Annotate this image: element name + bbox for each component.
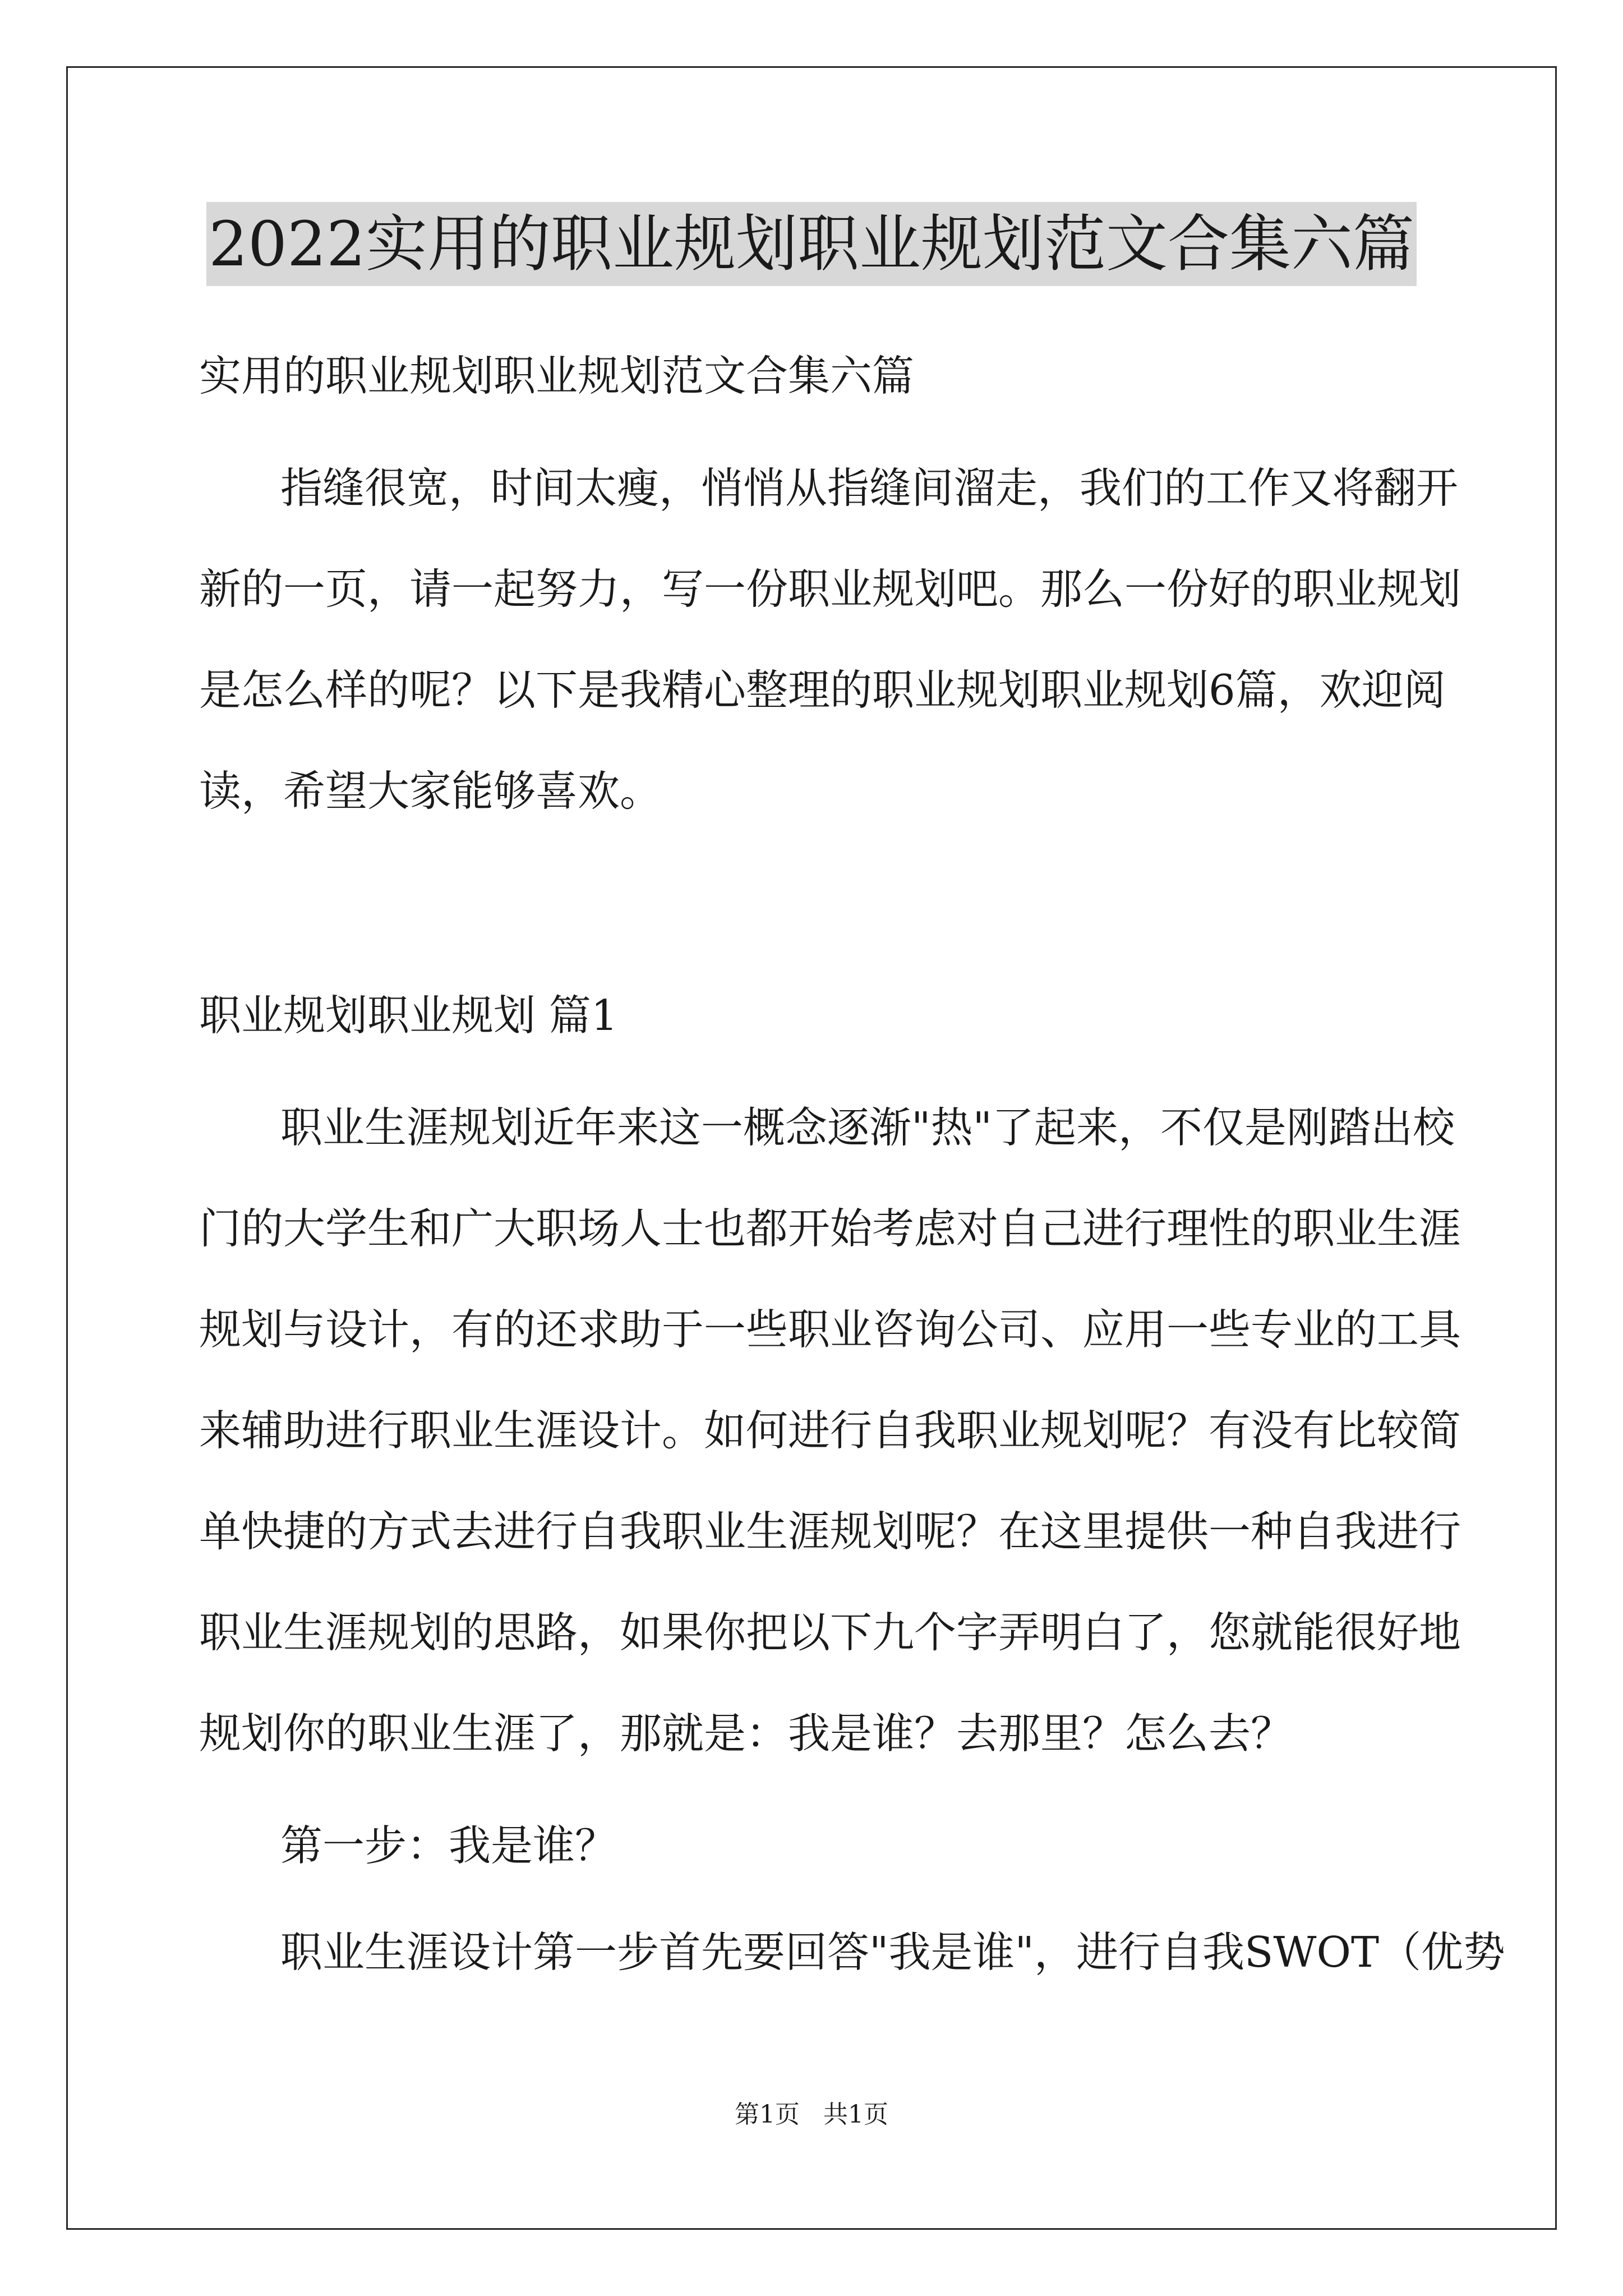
title-container <box>0 202 1623 286</box>
section-heading: 职业规划职业规划 篇1 <box>199 991 618 1040</box>
step-heading: 第一步：我是谁？ <box>280 1821 617 1870</box>
section-line: 门的大学生和广大职场人士也都开始考虑对自己进行理性的职业生涯 <box>199 1204 1461 1253</box>
step-line: 职业生涯设计第一步首先要回答"我是谁"，进行自我SWOT（优势 <box>280 1927 1505 1977</box>
intro-line: 新的一页，请一起努力，写一份职业规划吧。那么一份好的职业规划 <box>199 564 1461 614</box>
section-line: 职业生涯规划近年来这一概念逐渐"热"了起来，不仅是刚踏出校 <box>280 1103 1455 1152</box>
section-line: 单快捷的方式去进行自我职业生涯规划呢？在这里提供一种自我进行 <box>199 1507 1461 1556</box>
section-line: 职业生涯规划的思路，如果你把以下九个字弄明白了，您就能很好地 <box>199 1608 1461 1657</box>
page-footer: 第1页 共1页 <box>735 2100 888 2129</box>
document-title: 2022实用的职业规划职业规划范文合集六篇 <box>206 202 1417 286</box>
intro-line: 读，希望大家能够喜欢。 <box>199 766 662 816</box>
section-line: 来辅助进行职业生涯设计。如何进行自我职业规划呢？有没有比较简 <box>199 1406 1461 1455</box>
document-subtitle: 实用的职业规划职业规划范文合集六篇 <box>199 351 915 401</box>
intro-line: 是怎么样的呢？以下是我精心整理的职业规划职业规划6篇，欢迎阅 <box>199 665 1446 715</box>
intro-line: 指缝很宽，时间太瘦，悄悄从指缝间溜走，我们的工作又将翻开 <box>280 463 1459 513</box>
section-line: 规划与设计，有的还求助于一些职业咨询公司、应用一些专业的工具 <box>199 1305 1461 1354</box>
section-line: 规划你的职业生涯了，那就是：我是谁？去那里？怎么去？ <box>199 1709 1293 1758</box>
